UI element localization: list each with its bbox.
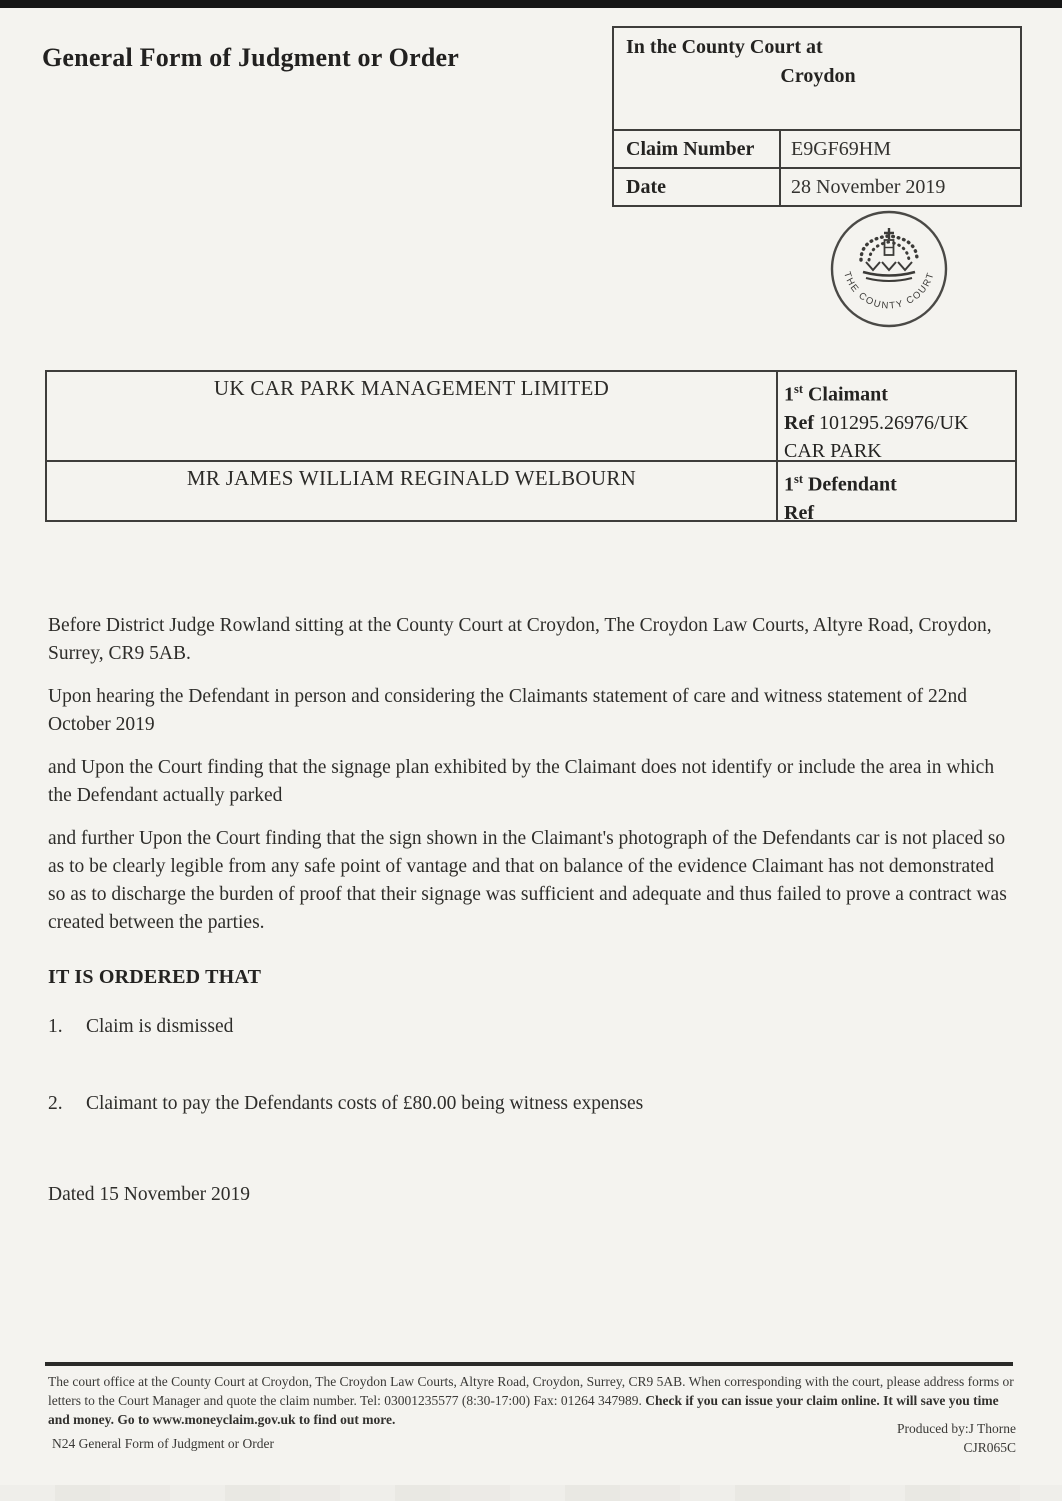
paragraph-sign-legibility: and further Upon the Court finding that the sign shown in the Claimant's photograph of the Defendants car is not placed so as to be clearly legible from any safe point of vantage and that on balance of the evidence Claimant has not demonstrated so as to discharge the burden of proof that their signage was sufficient and adequate and thus failed to prove a contract was created between the parties.: [48, 828, 1007, 933]
county-court-seal-icon: [826, 206, 952, 332]
claim-number-label: Claim Number: [614, 131, 781, 167]
claimant-ref-line2: CAR PARK: [784, 439, 882, 462]
defendant-ref: Ref: [784, 501, 814, 524]
judgment-body: [48, 612, 1014, 1209]
court-heading: In the County Court at: [626, 36, 823, 58]
form-name: N24 General Form of Judgment or Order: [52, 1436, 274, 1451]
date-label: Date: [614, 169, 781, 205]
claim-number-row: [614, 129, 1020, 167]
court-office-text: The court office at the County Court at Croydon, The Croydon Law Courts, Altyre Road, Croydon, Surrey, CR9 5AB. When corresponding with the court, please address forms or letters to the Court Manager and quote the claim number. Tel: 03001235577 (8:30-17:00) Fax: 01264 347989.: [48, 1374, 1014, 1408]
paragraph-before-judge: Before District Judge Rowland sitting at the County Court at Croydon, The Croydon Law Courts, Altyre Road, Croydon, Surrey, CR9 5AB.: [48, 615, 992, 664]
seal-text: THE COUNTY COURT: [841, 270, 937, 312]
date-row: [614, 167, 1020, 205]
claimant-role-cell: [778, 372, 1015, 460]
defendant-role-cell: [778, 462, 1015, 524]
produced-by: Produced by:J Thorne: [897, 1421, 1016, 1436]
order-number: 2.: [48, 1093, 63, 1114]
footer-divider: [45, 1362, 1013, 1366]
paragraph-upon-hearing: Upon hearing the Defendant in person and considering the Claimants statement of care and witness statement of 22nd October 2019: [48, 686, 967, 735]
order-text: Claim is dismissed: [86, 1016, 234, 1037]
paragraph-signage-plan: and Upon the Court finding that the signage plan exhibited by the Claimant does not identify or include the area in which the Defendant actually parked: [48, 757, 995, 806]
order-item-1: [48, 1013, 1014, 1041]
ordered-heading: IT IS ORDERED THAT: [48, 966, 262, 988]
claimant-ref: Ref 101295.26976/UK: [784, 411, 969, 434]
court-header-table: [612, 26, 1022, 207]
order-item-2: [48, 1090, 1014, 1118]
order-number: 1.: [48, 1016, 63, 1037]
crown-icon: [861, 228, 917, 281]
scan-artifact-bottom-strip: [0, 1485, 1062, 1501]
claim-number-value: E9GF69HM: [791, 137, 892, 160]
claimant-row: [47, 372, 1015, 460]
page-title: General Form of Judgment or Order: [42, 43, 459, 73]
claimant-name: UK CAR PARK MANAGEMENT LIMITED: [47, 372, 778, 460]
court-name-cell: [614, 28, 1020, 129]
form-code: CJR065C: [963, 1440, 1016, 1455]
date-value: 28 November 2019: [791, 175, 946, 198]
dated-line: Dated 15 November 2019: [48, 1184, 250, 1205]
claimant-role: 1st Claimant: [784, 382, 888, 406]
court-name: Croydon: [780, 65, 856, 87]
defendant-name: MR JAMES WILLIAM REGINALD WELBOURN: [47, 462, 778, 520]
order-text: Claimant to pay the Defendants costs of £80.00 being witness expenses: [86, 1093, 644, 1114]
defendant-row: [47, 460, 1015, 524]
court-office-note: [48, 1372, 1014, 1429]
parties-table: [45, 370, 1017, 522]
scan-artifact-top-strip: [0, 0, 1062, 8]
moneyclaim-notice: Check if you can issue your claim online. It will save you time and money. Go to www.moneyclaim.gov.uk to find out more.: [48, 1393, 999, 1427]
defendant-role: 1st Defendant: [784, 472, 897, 496]
